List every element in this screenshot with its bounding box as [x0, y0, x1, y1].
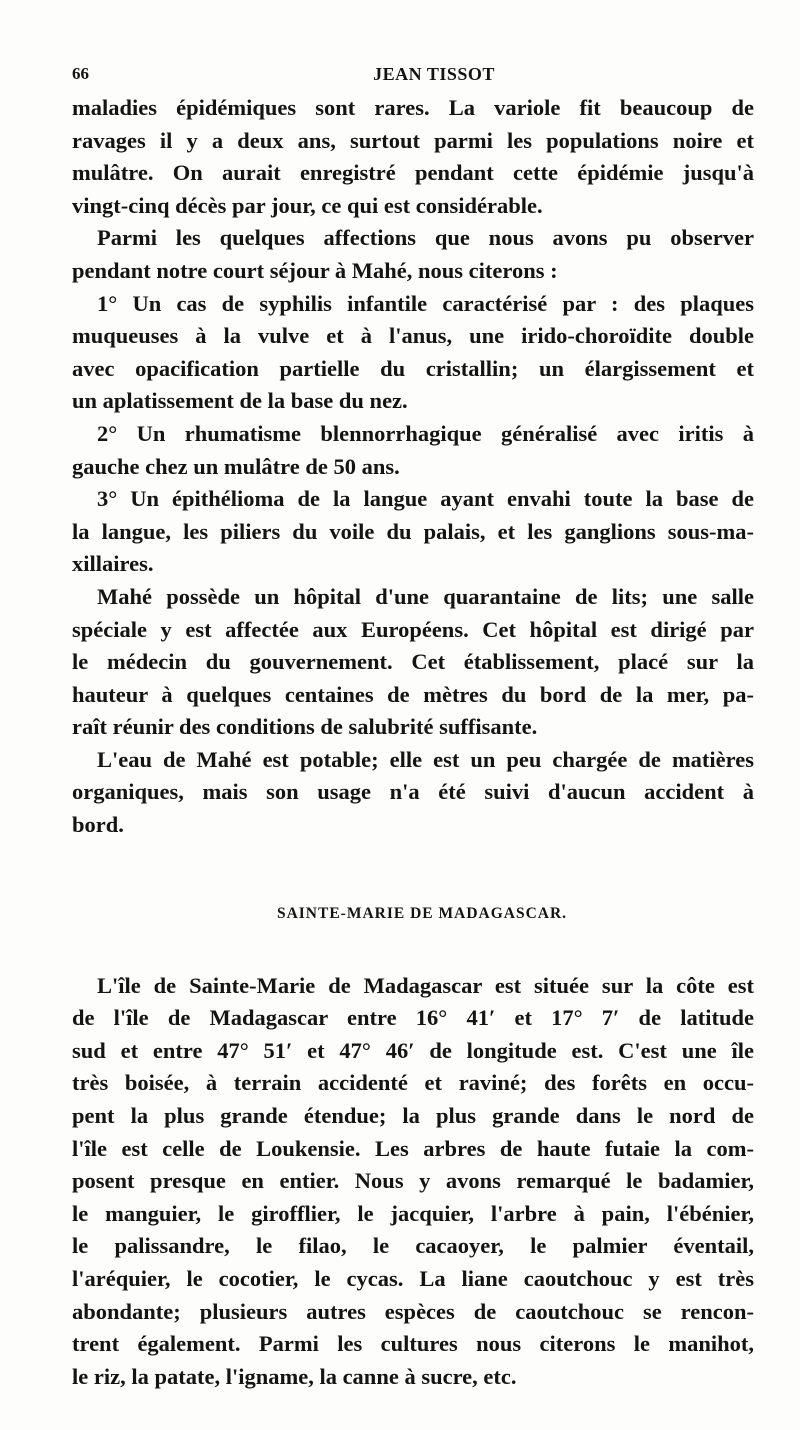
text-before-section	[72, 92, 754, 842]
text-line: abondante; plusieurs autres espèces de caoutchouc se rencon-	[72, 1298, 754, 1324]
text-line: le médecin du gouvernement. Cet établissement, placé sur la	[72, 649, 754, 675]
text-line: un aplatissement de la base du nez.	[72, 388, 408, 414]
paragraph	[72, 581, 754, 744]
text-line: vingt-cinq décès par jour, ce qui est considérable.	[72, 192, 543, 218]
text-line: avec opacification partielle du cristallin; un élargissement et	[72, 355, 754, 381]
text-after-section	[72, 970, 754, 1394]
text-line: posent presque en entier. Nous y avons remarqué le badamier,	[72, 1168, 754, 1194]
text-line: très boisée, à terrain accidenté et raviné; des forêts en occu-	[72, 1070, 754, 1096]
text-line: l'île est celle de Loukensie. Les arbres de haute futaie la com-	[72, 1135, 754, 1161]
text-line: 2° Un rhumatisme blennorrhagique généralisé avec iritis à	[97, 420, 754, 446]
text-line: le palissandre, le filao, le cacaoyer, le palmier éventail,	[72, 1233, 754, 1259]
text-line: trent également. Parmi les cultures nous citerons le manihot,	[72, 1331, 754, 1357]
paragraph	[72, 92, 754, 222]
paragraph	[72, 744, 754, 842]
text-line: organiques, mais son usage n'a été suivi d'aucun accident à	[72, 779, 754, 805]
text-line: de l'île de Madagascar entre 16° 41′ et 17° 7′ de latitude	[72, 1005, 754, 1031]
body-text	[72, 92, 754, 1393]
text-line: le riz, la patate, l'igname, la canne à sucre, etc.	[72, 1363, 517, 1389]
section-title: SAINTE-MARIE DE MADAGASCAR.	[276, 904, 568, 922]
text-line: muqueuses à la vulve et à l'anus, une irido-choroïdite double	[72, 323, 754, 349]
text-line: 1° Un cas de syphilis infantile caractérisé par : des plaques	[97, 290, 754, 316]
paragraph	[72, 222, 754, 287]
text-line: pendant notre court séjour à Mahé, nous citerons :	[72, 257, 558, 283]
paragraph	[72, 418, 754, 483]
text-line: la langue, les piliers du voile du palais, et les ganglions sous-ma-	[72, 518, 754, 544]
text-line: L'île de Sainte-Marie de Madagascar est située sur la côte est	[97, 972, 754, 998]
text-line: 3° Un épithélioma de la langue ayant envahi toute la base de	[97, 486, 754, 512]
section-spacer	[72, 842, 754, 894]
running-title: JEAN TISSOT	[373, 64, 495, 84]
text-line: bord.	[72, 812, 124, 838]
page-number: 66	[72, 64, 89, 83]
text-line: spéciale y est affectée aux Européens. Cet hôpital est dirigé par	[72, 616, 754, 642]
text-line: Parmi les quelques affections que nous avons pu observer	[97, 225, 754, 251]
paragraph	[72, 970, 754, 1394]
section-spacer	[72, 934, 754, 970]
text-line: sud et entre 47° 51′ et 47° 46′ de longitude est. C'est une île	[72, 1037, 754, 1063]
text-line: Mahé possède un hôpital d'une quarantaine de lits; une salle	[97, 583, 754, 609]
text-line: gauche chez un mulâtre de 50 ans.	[72, 453, 400, 479]
text-line: xillaires.	[72, 551, 154, 577]
text-line: maladies épidémiques sont rares. La variole fit beaucoup de	[72, 95, 754, 120]
text-line: hauteur à quelques centaines de mètres du bord de la mer, pa-	[72, 681, 754, 707]
text-line: L'eau de Mahé est potable; elle est un peu chargée de matières	[97, 746, 754, 772]
paragraph	[72, 483, 754, 581]
paragraph	[72, 288, 754, 418]
text-line: mulâtre. On aurait enregistré pendant cette épidémie jusqu'à	[72, 160, 754, 186]
text-line: ravages il y a deux ans, surtout parmi les populations noire et	[72, 127, 754, 153]
running-head	[72, 64, 752, 88]
text-line: l'aréquier, le cocotier, le cycas. La liane caoutchouc y est très	[72, 1266, 754, 1291]
text-line: pent la plus grande étendue; la plus grande dans le nord de	[72, 1103, 754, 1129]
text-line: raît réunir des conditions de salubrité suffisante.	[72, 714, 538, 740]
text-line: le manguier, le girofflier, le jacquier, l'arbre à pain, l'ébénier,	[72, 1200, 754, 1226]
